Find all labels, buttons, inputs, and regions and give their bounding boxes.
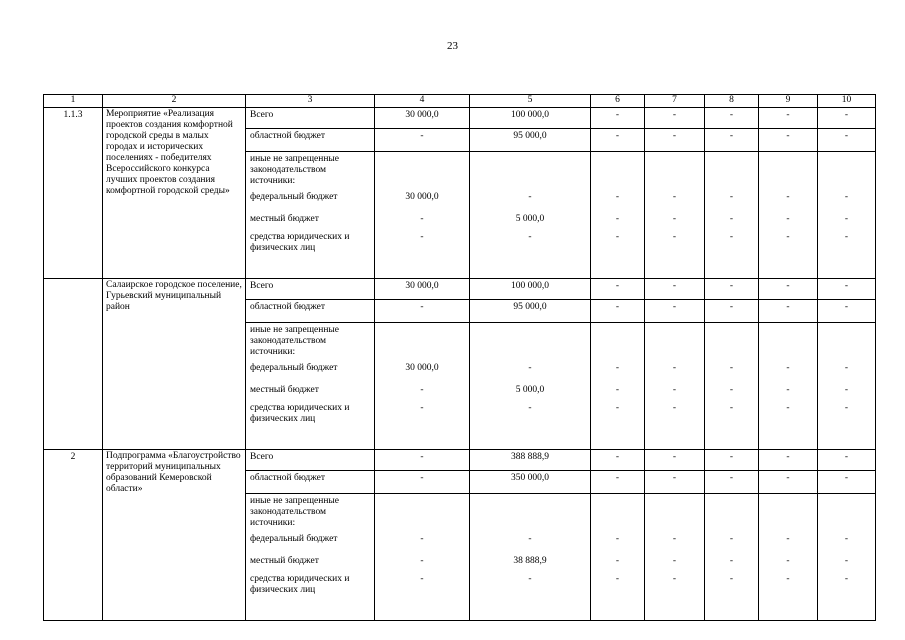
source-label: средства юридических и физических лиц: [250, 574, 350, 595]
value-cell: -: [420, 574, 424, 584]
value-cell: -: [672, 214, 677, 224]
value-cell: -: [818, 108, 876, 129]
value-cell: -: [786, 385, 790, 395]
value-cell: -: [759, 471, 818, 494]
value-cell: 95 000,0: [470, 300, 591, 323]
value-cell: 100 000,0: [470, 108, 591, 129]
row-code: 1.1.3: [44, 108, 103, 279]
value-cell: -: [672, 363, 677, 373]
value-cell: 30 000,0: [375, 108, 470, 129]
value-cell: -: [645, 279, 705, 300]
value-cell: -: [705, 279, 759, 300]
value-cell: -: [844, 363, 849, 373]
value-cell: -: [729, 556, 734, 566]
col-header: 7: [645, 95, 705, 108]
header-row: [44, 95, 876, 108]
value-cell: 100 000,0: [470, 279, 591, 300]
value-cell: -: [420, 385, 424, 395]
value-cell: -: [645, 300, 705, 323]
value-cell: -: [818, 300, 876, 323]
value-cell: -: [672, 403, 677, 413]
value-cell: -: [818, 450, 876, 471]
value-cell: -: [786, 403, 790, 413]
value-cell: -: [615, 403, 620, 413]
source-label: иные не запрещенные законодательством источники:: [250, 154, 340, 186]
source-label: иные не запрещенные законодательством источники:: [250, 325, 340, 357]
value-stack: [375, 494, 470, 621]
value-stack: [818, 323, 876, 450]
value-cell: -: [729, 214, 734, 224]
value-stack: [470, 323, 591, 450]
value-cell: -: [729, 534, 734, 544]
col-header: 1: [44, 95, 103, 108]
value-cell: -: [786, 574, 790, 584]
value-cell: -: [844, 192, 849, 202]
value-stack: [470, 494, 591, 621]
value-cell: -: [759, 129, 818, 152]
value-cell: -: [786, 192, 790, 202]
source-label: Всего: [246, 279, 375, 300]
col-header: 4: [375, 95, 470, 108]
value-stack: [818, 494, 876, 621]
value-cell: -: [729, 363, 734, 373]
value-cell: -: [786, 534, 790, 544]
value-cell: -: [528, 534, 532, 544]
value-cell: -: [645, 471, 705, 494]
value-cell: -: [528, 403, 532, 413]
value-stack: [645, 323, 705, 450]
value-cell: -: [759, 108, 818, 129]
value-cell: -: [786, 556, 790, 566]
sources-block: [246, 152, 375, 279]
value-cell: -: [844, 574, 849, 584]
value-cell: -: [375, 300, 470, 323]
value-cell: -: [844, 534, 849, 544]
value-cell: -: [615, 363, 620, 373]
sources-block: [246, 323, 375, 450]
value-cell: 95 000,0: [470, 129, 591, 152]
value-cell: -: [844, 556, 849, 566]
value-cell: -: [844, 385, 849, 395]
col-header: 5: [470, 95, 591, 108]
value-cell: -: [528, 574, 532, 584]
source-label: областной бюджет: [246, 471, 375, 494]
value-cell: -: [591, 279, 645, 300]
value-cell: -: [729, 385, 734, 395]
value-cell: 38 888,9: [513, 556, 547, 566]
table-row: [44, 108, 876, 129]
value-stack: [375, 323, 470, 450]
value-cell: -: [645, 450, 705, 471]
value-cell: -: [786, 214, 790, 224]
value-cell: 30 000,0: [375, 279, 470, 300]
col-header: 6: [591, 95, 645, 108]
value-cell: -: [591, 129, 645, 152]
value-cell: -: [420, 214, 424, 224]
value-stack: [591, 323, 645, 450]
value-cell: -: [420, 534, 424, 544]
value-cell: -: [615, 192, 620, 202]
value-cell: -: [729, 403, 734, 413]
table-row: [44, 450, 876, 471]
value-stack: [759, 152, 818, 279]
value-cell: -: [844, 403, 849, 413]
source-label: федеральный бюджет: [250, 363, 338, 373]
col-header: 10: [818, 95, 876, 108]
value-cell: 350 000,0: [470, 471, 591, 494]
value-cell: -: [645, 129, 705, 152]
value-cell: -: [591, 300, 645, 323]
value-stack: [759, 494, 818, 621]
value-cell: -: [705, 108, 759, 129]
col-header: 9: [759, 95, 818, 108]
value-stack: [375, 152, 470, 279]
source-label: местный бюджет: [250, 556, 319, 566]
value-cell: -: [591, 450, 645, 471]
value-cell: -: [818, 129, 876, 152]
row-name: Мероприятие «Реализация проектов создания комфортной городской среды в малых городах и исторических поселениях - победителях Всероссийского конкурса лучших проектов создания комфортной городской среды»: [103, 108, 246, 279]
source-label: федеральный бюджет: [250, 534, 338, 544]
value-cell: -: [759, 279, 818, 300]
value-stack: [645, 494, 705, 621]
value-cell: -: [729, 192, 734, 202]
row-name: Салаирское городское поселение, Гурьевский муниципальный район: [103, 279, 246, 450]
value-cell: -: [420, 232, 424, 242]
page-number: 23: [447, 40, 458, 52]
col-header: 2: [103, 95, 246, 108]
value-cell: -: [645, 108, 705, 129]
value-cell: -: [786, 363, 790, 373]
value-cell: -: [528, 363, 532, 373]
value-cell: -: [786, 232, 790, 242]
value-cell: -: [375, 471, 470, 494]
value-cell: 388 888,9: [470, 450, 591, 471]
value-cell: 5 000,0: [515, 385, 545, 395]
value-cell: 30 000,0: [405, 192, 439, 202]
value-cell: -: [672, 574, 677, 584]
sources-block: [246, 494, 375, 621]
value-stack: [705, 494, 759, 621]
value-stack: [470, 152, 591, 279]
value-stack: [818, 152, 876, 279]
value-cell: -: [375, 450, 470, 471]
value-stack: [705, 323, 759, 450]
value-cell: -: [729, 574, 734, 584]
value-cell: -: [844, 232, 849, 242]
value-cell: -: [729, 232, 734, 242]
value-cell: -: [672, 385, 677, 395]
col-header: 8: [705, 95, 759, 108]
value-cell: -: [705, 300, 759, 323]
source-label: местный бюджет: [250, 385, 319, 395]
value-cell: -: [615, 574, 620, 584]
source-label: федеральный бюджет: [250, 192, 338, 202]
source-label: средства юридических и физических лиц: [250, 232, 350, 253]
value-cell: 30 000,0: [405, 363, 439, 373]
value-cell: -: [818, 279, 876, 300]
budget-table: [43, 94, 876, 621]
value-cell: -: [528, 192, 532, 202]
table-row: [44, 279, 876, 300]
source-label: местный бюджет: [250, 214, 319, 224]
source-label: областной бюджет: [246, 300, 375, 323]
value-cell: -: [591, 108, 645, 129]
value-cell: -: [615, 214, 620, 224]
value-cell: -: [672, 232, 677, 242]
value-cell: -: [672, 556, 677, 566]
value-cell: -: [528, 232, 532, 242]
value-cell: -: [672, 534, 677, 544]
value-cell: -: [591, 471, 645, 494]
value-cell: -: [420, 556, 424, 566]
source-label: Всего: [246, 450, 375, 471]
source-label: иные не запрещенные законодательством источники:: [250, 496, 340, 528]
row-code: [44, 279, 103, 450]
value-cell: -: [818, 471, 876, 494]
value-cell: -: [844, 214, 849, 224]
value-stack: [591, 494, 645, 621]
row-name: Подпрограмма «Благоустройство территорий муниципальных образований Кемеровской области»: [103, 450, 246, 621]
value-cell: -: [615, 385, 620, 395]
source-label: средства юридических и физических лиц: [250, 403, 350, 424]
value-stack: [705, 152, 759, 279]
value-cell: -: [705, 450, 759, 471]
col-header: 3: [246, 95, 375, 108]
value-stack: [645, 152, 705, 279]
value-cell: -: [420, 403, 424, 413]
value-cell: -: [705, 129, 759, 152]
value-cell: -: [759, 450, 818, 471]
value-cell: -: [759, 300, 818, 323]
row-code: 2: [44, 450, 103, 621]
value-stack: [759, 323, 818, 450]
source-label: областной бюджет: [246, 129, 375, 152]
value-cell: -: [615, 556, 620, 566]
source-label: Всего: [246, 108, 375, 129]
value-stack: [591, 152, 645, 279]
value-cell: -: [615, 232, 620, 242]
value-cell: -: [375, 129, 470, 152]
value-cell: -: [615, 534, 620, 544]
value-cell: 5 000,0: [515, 214, 545, 224]
value-cell: -: [705, 471, 759, 494]
value-cell: -: [672, 192, 677, 202]
